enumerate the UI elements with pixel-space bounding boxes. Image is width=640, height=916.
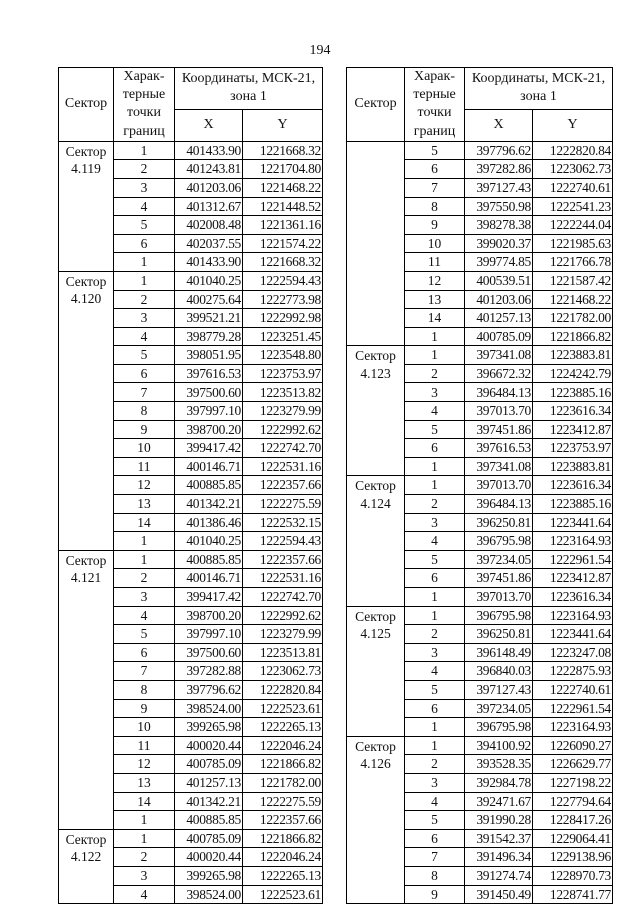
point-cell: 11 [405,253,465,272]
table-row [347,346,613,365]
point-cell: 1 [405,736,465,755]
x-cell: 391450.49 [465,885,533,904]
point-cell: 9 [114,699,175,718]
point-cell: 1 [114,532,175,551]
point-cell: 1 [405,588,465,607]
point-cell: 14 [114,513,175,532]
point-cell: 1 [405,327,465,346]
point-cell: 8 [114,680,175,699]
y-cell: 1222541.23 [533,197,613,216]
point-cell: 2 [405,625,465,644]
x-cell: 400020.44 [175,736,243,755]
point-cell: 13 [114,495,175,514]
point-cell: 6 [405,569,465,588]
y-cell: 1228417.26 [533,811,613,830]
x-cell: 393528.35 [465,755,533,774]
y-cell: 1223164.93 [533,606,613,625]
point-cell: 12 [405,271,465,290]
point-cell: 1 [405,476,465,495]
y-cell: 1223251.45 [243,327,323,346]
x-cell: 391496.34 [465,848,533,867]
x-cell: 398278.38 [465,216,533,235]
x-cell: 398700.20 [175,606,243,625]
header-coords: Координаты, МСК-21, зона 1 [465,68,613,110]
header-y: Y [243,109,323,141]
sector-cell: Сектор 4.121 [59,550,114,829]
point-cell: 6 [405,439,465,458]
y-cell: 1222244.04 [533,216,613,235]
y-cell: 1222532.15 [243,513,323,532]
point-cell: 1 [114,829,175,848]
table-row [59,141,323,160]
x-cell: 400885.85 [175,476,243,495]
y-cell: 1221668.32 [243,253,323,272]
point-cell: 13 [405,290,465,309]
y-cell: 1222820.84 [243,680,323,699]
point-cell: 1 [114,811,175,830]
x-cell: 396672.32 [465,364,533,383]
x-cell: 399417.42 [175,588,243,607]
point-cell: 10 [114,439,175,458]
x-cell: 401433.90 [175,253,243,272]
y-cell: 1226090.27 [533,736,613,755]
y-cell: 1224242.79 [533,364,613,383]
point-cell: 7 [114,383,175,402]
x-cell: 397997.10 [175,402,243,421]
x-cell: 397013.70 [465,402,533,421]
point-cell: 14 [405,309,465,328]
point-cell: 14 [114,792,175,811]
y-cell: 1226629.77 [533,755,613,774]
x-cell: 391274.74 [465,866,533,885]
point-cell: 2 [405,495,465,514]
x-cell: 397282.88 [175,662,243,681]
x-cell: 400785.09 [465,327,533,346]
point-cell: 2 [405,755,465,774]
y-cell: 1221361.16 [243,216,323,235]
point-cell: 8 [405,197,465,216]
x-cell: 399265.98 [175,718,243,737]
point-cell: 11 [114,736,175,755]
x-cell: 401257.13 [175,773,243,792]
x-cell: 396795.98 [465,718,533,737]
y-cell: 1222275.59 [243,792,323,811]
y-cell: 1222992.62 [243,606,323,625]
y-cell: 1223753.97 [243,364,323,383]
y-cell: 1221704.80 [243,160,323,179]
point-cell: 3 [114,178,175,197]
sector-cell: Сектор 4.123 [347,346,405,476]
y-cell: 1221782.00 [243,773,323,792]
point-cell: 13 [114,773,175,792]
y-cell: 1223513.82 [243,383,323,402]
y-cell: 1221468.22 [243,178,323,197]
x-cell: 397341.08 [465,457,533,476]
y-cell: 1228741.77 [533,885,613,904]
x-cell: 394100.92 [465,736,533,755]
point-cell: 4 [405,532,465,551]
x-cell: 397500.60 [175,643,243,662]
y-cell: 1222594.43 [243,532,323,551]
y-cell: 1222992.98 [243,309,323,328]
y-cell: 1222275.59 [243,495,323,514]
x-cell: 401386.46 [175,513,243,532]
y-cell: 1223164.93 [533,718,613,737]
point-cell: 4 [114,885,175,904]
y-cell: 1222523.61 [243,699,323,718]
point-cell: 6 [405,160,465,179]
x-cell: 397796.62 [465,141,533,160]
table-row [347,141,613,160]
x-cell: 397341.08 [465,346,533,365]
x-cell: 399521.21 [175,309,243,328]
y-cell: 1222357.66 [243,550,323,569]
point-cell: 4 [405,402,465,421]
y-cell: 1227198.22 [533,773,613,792]
sector-cell: Сектор 4.125 [347,606,405,736]
point-cell: 3 [405,773,465,792]
header-sector: Сектор [59,68,114,142]
x-cell: 396484.13 [465,383,533,402]
point-cell: 1 [114,550,175,569]
sector-cell: Сектор 4.122 [59,829,114,903]
point-cell: 12 [114,755,175,774]
y-cell: 1222961.54 [533,550,613,569]
x-cell: 397127.43 [465,178,533,197]
point-cell: 1 [114,271,175,290]
x-cell: 392471.67 [465,792,533,811]
header-points: Харак-терные точки границ [405,68,465,142]
point-cell: 7 [405,848,465,867]
x-cell: 399417.42 [175,439,243,458]
y-cell: 1223753.97 [533,439,613,458]
table-row [59,550,323,569]
x-cell: 400146.71 [175,457,243,476]
y-cell: 1222875.93 [533,662,613,681]
y-cell: 1222357.66 [243,811,323,830]
y-cell: 1221782.00 [533,309,613,328]
y-cell: 1223883.81 [533,457,613,476]
point-cell: 4 [114,327,175,346]
point-cell: 3 [114,309,175,328]
point-cell: 5 [405,420,465,439]
x-cell: 397451.86 [465,420,533,439]
x-cell: 397796.62 [175,680,243,699]
y-cell: 1222742.70 [243,588,323,607]
point-cell: 1 [405,457,465,476]
y-cell: 1229138.96 [533,848,613,867]
x-cell: 401342.21 [175,495,243,514]
y-cell: 1223441.64 [533,513,613,532]
sector-cell: Сектор 4.120 [59,271,114,550]
x-cell: 400275.64 [175,290,243,309]
y-cell: 1223441.64 [533,625,613,644]
x-cell: 399020.37 [465,234,533,253]
x-cell: 397234.05 [465,699,533,718]
y-cell: 1221866.82 [243,755,323,774]
y-cell: 1221468.22 [533,290,613,309]
point-cell: 1 [405,718,465,737]
point-cell: 3 [405,513,465,532]
y-cell: 1222740.61 [533,680,613,699]
y-cell: 1221668.32 [243,141,323,160]
point-cell: 2 [405,364,465,383]
x-cell: 397282.86 [465,160,533,179]
y-cell: 1222992.62 [243,420,323,439]
x-cell: 398524.00 [175,699,243,718]
x-cell: 401433.90 [175,141,243,160]
x-cell: 400885.85 [175,811,243,830]
x-cell: 397550.98 [465,197,533,216]
point-cell: 5 [405,811,465,830]
y-cell: 1223164.93 [533,532,613,551]
y-cell: 1222046.24 [243,848,323,867]
y-cell: 1222740.61 [533,178,613,197]
x-cell: 397997.10 [175,625,243,644]
point-cell: 4 [405,792,465,811]
table-row [347,476,613,495]
y-cell: 1221574.22 [243,234,323,253]
x-cell: 401312.67 [175,197,243,216]
y-cell: 1222742.70 [243,439,323,458]
y-cell: 1222531.16 [243,569,323,588]
point-cell: 6 [114,364,175,383]
point-cell: 9 [405,216,465,235]
point-cell: 5 [114,346,175,365]
x-cell: 397013.70 [465,476,533,495]
point-cell: 2 [114,160,175,179]
point-cell: 2 [114,848,175,867]
y-cell: 1221866.82 [243,829,323,848]
x-cell: 396250.81 [465,513,533,532]
y-cell: 1223247.08 [533,643,613,662]
point-cell: 5 [114,625,175,644]
y-cell: 1223279.99 [243,402,323,421]
y-cell: 1221866.82 [533,327,613,346]
y-cell: 1223616.34 [533,588,613,607]
y-cell: 1221985.63 [533,234,613,253]
y-cell: 1222357.66 [243,476,323,495]
x-cell: 399774.85 [465,253,533,272]
header-x: X [465,109,533,141]
x-cell: 401257.13 [465,309,533,328]
header-sector: Сектор [347,68,405,142]
x-cell: 397013.70 [465,588,533,607]
header-y: Y [533,109,613,141]
x-cell: 397500.60 [175,383,243,402]
y-cell: 1223513.81 [243,643,323,662]
y-cell: 1221587.42 [533,271,613,290]
y-cell: 1229064.41 [533,829,613,848]
x-cell: 398700.20 [175,420,243,439]
header-points: Харак-терные точки границ [114,68,175,142]
point-cell: 6 [114,234,175,253]
y-cell: 1221448.52 [243,197,323,216]
y-cell: 1227794.64 [533,792,613,811]
y-cell: 1223062.73 [243,662,323,681]
x-cell: 399265.98 [175,866,243,885]
y-cell: 1222523.61 [243,885,323,904]
x-cell: 396148.49 [465,643,533,662]
point-cell: 5 [405,550,465,569]
point-cell: 7 [114,662,175,681]
y-cell: 1223412.87 [533,569,613,588]
y-cell: 1223279.99 [243,625,323,644]
point-cell: 6 [405,699,465,718]
x-cell: 400785.09 [175,755,243,774]
x-cell: 400885.85 [175,550,243,569]
x-cell: 401342.21 [175,792,243,811]
sector-cell [347,141,405,346]
y-cell: 1222046.24 [243,736,323,755]
point-cell: 5 [405,680,465,699]
x-cell: 396840.03 [465,662,533,681]
point-cell: 1 [405,346,465,365]
sector-cell: Сектор 4.126 [347,736,405,903]
x-cell: 400539.51 [465,271,533,290]
table-row [347,606,613,625]
point-cell: 4 [114,197,175,216]
y-cell: 1222265.13 [243,866,323,885]
point-cell: 8 [405,866,465,885]
x-cell: 400146.71 [175,569,243,588]
point-cell: 1 [405,606,465,625]
point-cell: 1 [114,141,175,160]
point-cell: 10 [405,234,465,253]
y-cell: 1222594.43 [243,271,323,290]
y-cell: 1223548.80 [243,346,323,365]
point-cell: 3 [114,866,175,885]
x-cell: 401243.81 [175,160,243,179]
point-cell: 9 [405,885,465,904]
x-cell: 402037.55 [175,234,243,253]
table-row [347,736,613,755]
sector-cell: Сектор 4.124 [347,476,405,606]
point-cell: 11 [114,457,175,476]
point-cell: 3 [405,643,465,662]
x-cell: 396484.13 [465,495,533,514]
x-cell: 398779.28 [175,327,243,346]
point-cell: 4 [405,662,465,681]
y-cell: 1222265.13 [243,718,323,737]
x-cell: 398524.00 [175,885,243,904]
x-cell: 397127.43 [465,680,533,699]
sector-cell: Сектор 4.119 [59,141,114,271]
point-cell: 2 [114,290,175,309]
table-row [59,271,323,290]
x-cell: 400020.44 [175,848,243,867]
y-cell: 1223062.73 [533,160,613,179]
table-row [59,829,323,848]
y-cell: 1223885.16 [533,383,613,402]
x-cell: 397451.86 [465,569,533,588]
point-cell: 5 [405,141,465,160]
point-cell: 1 [114,253,175,272]
point-cell: 12 [114,476,175,495]
x-cell: 391542.37 [465,829,533,848]
x-cell: 401040.25 [175,532,243,551]
point-cell: 7 [405,178,465,197]
point-cell: 4 [114,606,175,625]
point-cell: 9 [114,420,175,439]
point-cell: 6 [405,829,465,848]
y-cell: 1223885.16 [533,495,613,514]
point-cell: 2 [114,569,175,588]
x-cell: 397616.53 [175,364,243,383]
y-cell: 1223412.87 [533,420,613,439]
y-cell: 1223616.34 [533,476,613,495]
header-x: X [175,109,243,141]
page-number: 194 [309,43,331,58]
x-cell: 397234.05 [465,550,533,569]
x-cell: 398051.95 [175,346,243,365]
x-cell: 396250.81 [465,625,533,644]
header-coords: Координаты, МСК-21, зона 1 [175,68,323,110]
y-cell: 1223616.34 [533,402,613,421]
coordinates-table-left [58,67,323,904]
y-cell: 1222961.54 [533,699,613,718]
x-cell: 396795.98 [465,532,533,551]
x-cell: 401203.06 [175,178,243,197]
point-cell: 5 [114,216,175,235]
x-cell: 402008.48 [175,216,243,235]
y-cell: 1223883.81 [533,346,613,365]
coordinates-table-right [346,67,613,904]
x-cell: 401040.25 [175,271,243,290]
point-cell: 3 [114,588,175,607]
x-cell: 400785.09 [175,829,243,848]
x-cell: 396795.98 [465,606,533,625]
y-cell: 1222820.84 [533,141,613,160]
point-cell: 6 [114,643,175,662]
y-cell: 1228970.73 [533,866,613,885]
point-cell: 8 [114,402,175,421]
point-cell: 3 [405,383,465,402]
x-cell: 392984.78 [465,773,533,792]
y-cell: 1222773.98 [243,290,323,309]
x-cell: 401203.06 [465,290,533,309]
x-cell: 391990.28 [465,811,533,830]
point-cell: 10 [114,718,175,737]
y-cell: 1222531.16 [243,457,323,476]
y-cell: 1221766.78 [533,253,613,272]
x-cell: 397616.53 [465,439,533,458]
